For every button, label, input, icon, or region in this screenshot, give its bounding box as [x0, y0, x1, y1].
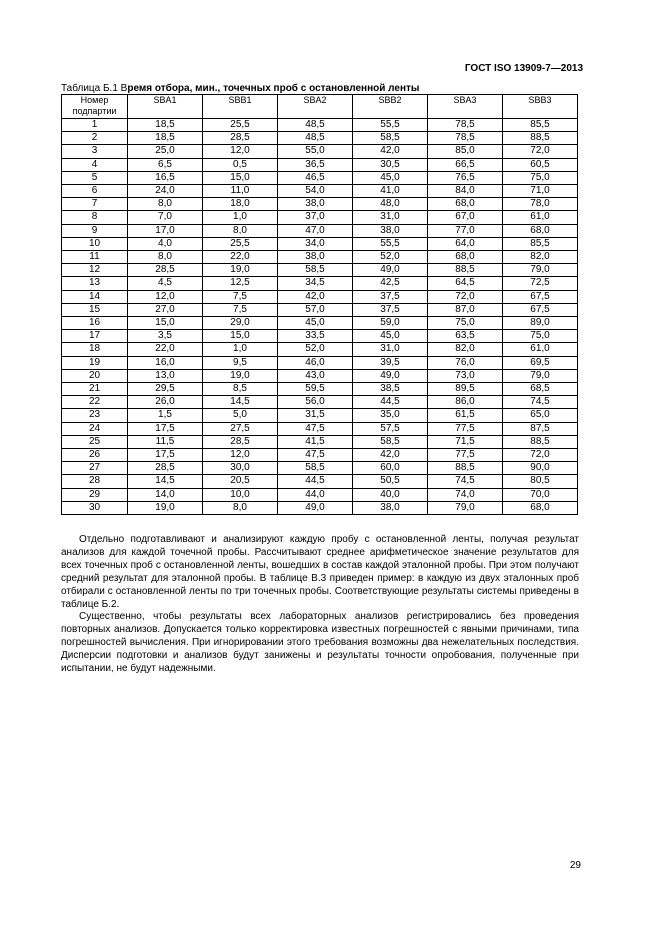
table-cell: 5 — [62, 171, 128, 184]
table-cell: 72,0 — [503, 449, 578, 462]
table-cell: 16 — [62, 317, 128, 330]
table-cell: 17,0 — [128, 224, 203, 237]
table-cell: 16,0 — [128, 356, 203, 369]
table-cell: 77,5 — [428, 422, 503, 435]
table-cell: 37,5 — [353, 303, 428, 316]
table-row — [62, 330, 578, 343]
table-cell: 5,0 — [203, 409, 278, 422]
table-cell: 67,5 — [503, 303, 578, 316]
table-row — [62, 145, 578, 158]
table-cell: 11,5 — [128, 435, 203, 448]
table-cell: 1,0 — [203, 343, 278, 356]
table-cell: 19 — [62, 356, 128, 369]
table-cell: 38,5 — [353, 383, 428, 396]
table-cell: 12 — [62, 264, 128, 277]
table-cell: 14,5 — [128, 475, 203, 488]
table-body — [62, 119, 578, 515]
table-cell: 45,0 — [278, 317, 353, 330]
table-cell: 25 — [62, 435, 128, 448]
table-cell: 71,0 — [503, 185, 578, 198]
table-cell: 67,0 — [428, 211, 503, 224]
table-cell: 20 — [62, 369, 128, 382]
table-cell: 25,0 — [128, 145, 203, 158]
table-cell: 79,0 — [503, 264, 578, 277]
table-cell: 57,5 — [353, 422, 428, 435]
table-row — [62, 119, 578, 132]
table-cell: 1 — [62, 119, 128, 132]
table-row — [62, 185, 578, 198]
table-cell: 54,0 — [278, 185, 353, 198]
table-cell: 84,0 — [428, 185, 503, 198]
table-cell: 64,0 — [428, 237, 503, 250]
table-cell: 46,0 — [278, 356, 353, 369]
table-cell: 47,5 — [278, 422, 353, 435]
table-cell: 9 — [62, 224, 128, 237]
table-cell: 19,0 — [203, 369, 278, 382]
table-cell: 14,0 — [128, 488, 203, 501]
table-cell: 26 — [62, 449, 128, 462]
table-cell: 85,5 — [503, 237, 578, 250]
table-cell: 4 — [62, 158, 128, 171]
table-cell: 48,0 — [353, 198, 428, 211]
table-row — [62, 488, 578, 501]
table-row — [62, 264, 578, 277]
table-cell: 7 — [62, 198, 128, 211]
table-cell: 8,5 — [203, 383, 278, 396]
table-cell: 73,0 — [428, 369, 503, 382]
table-cell: 52,0 — [278, 343, 353, 356]
table-cell: 49,0 — [353, 369, 428, 382]
table-cell: 78,0 — [503, 198, 578, 211]
table-cell: 85,5 — [503, 119, 578, 132]
table-cell: 48,5 — [278, 132, 353, 145]
table-caption-prefix: Таблица Б.1 В — [61, 83, 128, 94]
table-cell: 30,0 — [203, 462, 278, 475]
paragraph: Отдельно подготавливают и анализируют каждую пробу с остановленной ленты, получая результат анализов для каждой точечной пробы. Рассчитывают среднее арифметическое значение результатов для всех точечных проб с остановленной ленты, вошедших в состав каждой эталонной пробы. При этом получают средний результат для эталонной пробы. В таблице В.3 приведен пример: в каждую из двух эталонных проб отбирали с остановленной ленты по три точечных пробы. Соответствующие результаты системы приведены в таблице Б.2. — [61, 534, 579, 610]
table-cell: 57,0 — [278, 303, 353, 316]
table-cell: 23 — [62, 409, 128, 422]
header-cell: SBB3 — [503, 95, 578, 119]
table-cell: 16,5 — [128, 171, 203, 184]
table-cell: 34,5 — [278, 277, 353, 290]
table-row — [62, 317, 578, 330]
table-cell: 15,0 — [128, 317, 203, 330]
table-cell: 64,5 — [428, 277, 503, 290]
table-cell: 6,5 — [128, 158, 203, 171]
table-row — [62, 449, 578, 462]
table-cell: 88,5 — [428, 264, 503, 277]
document-header: ГОСТ ISO 13909-7—2013 — [464, 63, 583, 74]
table-cell: 18,5 — [128, 132, 203, 145]
table-cell: 30,5 — [353, 158, 428, 171]
header-cell: SBA3 — [428, 95, 503, 119]
table-row — [62, 369, 578, 382]
table-row — [62, 356, 578, 369]
table-cell: 47,5 — [278, 449, 353, 462]
table-cell: 8,0 — [203, 501, 278, 514]
table-cell: 17,5 — [128, 449, 203, 462]
table-cell: 27,5 — [203, 422, 278, 435]
header-cell: SBB2 — [353, 95, 428, 119]
table-cell: 31,0 — [353, 211, 428, 224]
table-cell: 8,0 — [128, 251, 203, 264]
table-cell: 61,0 — [503, 211, 578, 224]
table-row — [62, 132, 578, 145]
table-cell: 42,0 — [353, 145, 428, 158]
table-cell: 8,0 — [203, 224, 278, 237]
table-cell: 10,0 — [203, 488, 278, 501]
header-cell: SBA1 — [128, 95, 203, 119]
table-cell: 72,0 — [428, 290, 503, 303]
table-cell: 75,0 — [428, 317, 503, 330]
table-cell: 1,0 — [203, 211, 278, 224]
table-cell: 1,5 — [128, 409, 203, 422]
table-cell: 13 — [62, 277, 128, 290]
table-cell: 42,5 — [353, 277, 428, 290]
table-cell: 8 — [62, 211, 128, 224]
table-cell: 65,0 — [503, 409, 578, 422]
table-cell: 19,0 — [203, 264, 278, 277]
table-cell: 7,5 — [203, 303, 278, 316]
table-cell: 36,5 — [278, 158, 353, 171]
table-row — [62, 158, 578, 171]
table-cell: 59,0 — [353, 317, 428, 330]
table-cell: 31,5 — [278, 409, 353, 422]
table-cell: 69,5 — [503, 356, 578, 369]
table-cell: 28 — [62, 475, 128, 488]
table-cell: 58,5 — [353, 132, 428, 145]
table-cell: 61,5 — [428, 409, 503, 422]
table-cell: 59,5 — [278, 383, 353, 396]
table-cell: 3,5 — [128, 330, 203, 343]
table-cell: 39,5 — [353, 356, 428, 369]
table-row — [62, 435, 578, 448]
table-cell: 38,0 — [353, 501, 428, 514]
table-cell: 18,5 — [128, 119, 203, 132]
header-cell: Номер подпартии — [62, 95, 128, 119]
table-cell: 75,0 — [503, 330, 578, 343]
table-cell: 40,0 — [353, 488, 428, 501]
table-cell: 11,0 — [203, 185, 278, 198]
table-cell: 34,0 — [278, 237, 353, 250]
table-cell: 17 — [62, 330, 128, 343]
table-cell: 58,5 — [278, 462, 353, 475]
table-cell: 27 — [62, 462, 128, 475]
table-cell: 29 — [62, 488, 128, 501]
table-row — [62, 422, 578, 435]
table-cell: 21 — [62, 383, 128, 396]
table-cell: 82,0 — [503, 251, 578, 264]
table-cell: 89,0 — [503, 317, 578, 330]
table-cell: 28,5 — [203, 435, 278, 448]
table-cell: 3 — [62, 145, 128, 158]
sampling-time-table — [61, 94, 578, 515]
table-cell: 28,5 — [128, 264, 203, 277]
table-cell: 7,5 — [203, 290, 278, 303]
table-row — [62, 237, 578, 250]
table-cell: 41,5 — [278, 435, 353, 448]
table-cell: 79,0 — [428, 501, 503, 514]
paragraph: Существенно, чтобы результаты всех лабораторных анализов регистрировались без проведения повторных анализов. Допускается только корректировка известных погрешностей с явными причинами, типа погрешностей вычисления. При игнорировании этого требования возможны два нежелательных последствия. Дисперсии подготовки и анализов будут занижены и результаты точности опробования, полученные при испытании, не будут надежными. — [61, 611, 579, 674]
table-cell: 79,0 — [503, 369, 578, 382]
table-row — [62, 409, 578, 422]
table-cell: 66,5 — [428, 158, 503, 171]
table-cell: 75,0 — [503, 171, 578, 184]
table-cell: 46,5 — [278, 171, 353, 184]
table-cell: 24,0 — [128, 185, 203, 198]
table-cell: 14,5 — [203, 396, 278, 409]
table-cell: 30 — [62, 501, 128, 514]
table-cell: 4,0 — [128, 237, 203, 250]
table-cell: 25,5 — [203, 119, 278, 132]
table-cell: 49,0 — [278, 501, 353, 514]
table-cell: 45,0 — [353, 330, 428, 343]
table-cell: 47,0 — [278, 224, 353, 237]
table-cell: 44,5 — [353, 396, 428, 409]
table-cell: 20,5 — [203, 475, 278, 488]
table-cell: 29,0 — [203, 317, 278, 330]
table-cell: 60,0 — [353, 462, 428, 475]
table-cell: 6 — [62, 185, 128, 198]
table-cell: 22 — [62, 396, 128, 409]
table-cell: 74,5 — [428, 475, 503, 488]
table-row — [62, 396, 578, 409]
table-cell: 15,0 — [203, 171, 278, 184]
table-cell: 71,5 — [428, 435, 503, 448]
table-row — [62, 171, 578, 184]
table-cell: 45,0 — [353, 171, 428, 184]
table-cell: 42,0 — [353, 449, 428, 462]
table-row — [62, 251, 578, 264]
table-row — [62, 198, 578, 211]
table-cell: 72,0 — [503, 145, 578, 158]
table-cell: 19,0 — [128, 501, 203, 514]
table-cell: 33,5 — [278, 330, 353, 343]
table-cell: 88,5 — [503, 435, 578, 448]
table-cell: 35,0 — [353, 409, 428, 422]
table-cell: 7,0 — [128, 211, 203, 224]
table-cell: 76,5 — [428, 171, 503, 184]
table-cell: 58,5 — [353, 435, 428, 448]
table-cell: 90,0 — [503, 462, 578, 475]
table-cell: 76,0 — [428, 356, 503, 369]
table-row — [62, 224, 578, 237]
table-cell: 38,0 — [278, 251, 353, 264]
table-cell: 55,5 — [353, 237, 428, 250]
table-cell: 78,5 — [428, 132, 503, 145]
table-cell: 82,0 — [428, 343, 503, 356]
table-row — [62, 277, 578, 290]
table-row — [62, 343, 578, 356]
table-cell: 12,0 — [203, 145, 278, 158]
table-cell: 88,5 — [503, 132, 578, 145]
table-cell: 44,5 — [278, 475, 353, 488]
table-cell: 60,5 — [503, 158, 578, 171]
table-cell: 50,5 — [353, 475, 428, 488]
table-cell: 86,0 — [428, 396, 503, 409]
table-cell: 37,5 — [353, 290, 428, 303]
table-cell: 38,0 — [278, 198, 353, 211]
table-cell: 17,5 — [128, 422, 203, 435]
table-cell: 4,5 — [128, 277, 203, 290]
table-cell: 55,0 — [278, 145, 353, 158]
table-cell: 74,5 — [503, 396, 578, 409]
table-cell: 10 — [62, 237, 128, 250]
table-cell: 77,5 — [428, 449, 503, 462]
table-cell: 87,0 — [428, 303, 503, 316]
table-cell: 68,0 — [428, 198, 503, 211]
table-cell: 0,5 — [203, 158, 278, 171]
table-cell: 22,0 — [203, 251, 278, 264]
table-caption — [61, 83, 419, 94]
table-cell: 18 — [62, 343, 128, 356]
table-row — [62, 290, 578, 303]
table-row — [62, 303, 578, 316]
table-cell: 89,5 — [428, 383, 503, 396]
table-cell: 22,0 — [128, 343, 203, 356]
table-cell: 11 — [62, 251, 128, 264]
table-cell: 18,0 — [203, 198, 278, 211]
table-cell: 63,5 — [428, 330, 503, 343]
table-caption-title: ремя отбора, мин., точечных проб с остановленной ленты — [127, 83, 420, 94]
table-cell: 67,5 — [503, 290, 578, 303]
table-cell: 61,0 — [503, 343, 578, 356]
table-cell: 28,5 — [203, 132, 278, 145]
table-cell: 29,5 — [128, 383, 203, 396]
table-cell: 68,0 — [503, 501, 578, 514]
table-cell: 8,0 — [128, 198, 203, 211]
table-cell: 68,5 — [503, 383, 578, 396]
table-cell: 80,5 — [503, 475, 578, 488]
table-cell: 56,0 — [278, 396, 353, 409]
table-cell: 52,0 — [353, 251, 428, 264]
table-cell: 58,5 — [278, 264, 353, 277]
table-cell: 24 — [62, 422, 128, 435]
table-cell: 77,0 — [428, 224, 503, 237]
table-cell: 27,0 — [128, 303, 203, 316]
table-cell: 13,0 — [128, 369, 203, 382]
page-number: 29 — [569, 860, 581, 871]
table-cell: 9,5 — [203, 356, 278, 369]
table-cell: 55,5 — [353, 119, 428, 132]
table-cell: 68,0 — [503, 224, 578, 237]
table-cell: 12,5 — [203, 277, 278, 290]
table-cell: 31,0 — [353, 343, 428, 356]
table-cell: 41,0 — [353, 185, 428, 198]
table-cell: 48,5 — [278, 119, 353, 132]
table-cell: 2 — [62, 132, 128, 145]
table-cell: 38,0 — [353, 224, 428, 237]
table-row — [62, 462, 578, 475]
table-cell: 43,0 — [278, 369, 353, 382]
table-cell: 26,0 — [128, 396, 203, 409]
table-cell: 15,0 — [203, 330, 278, 343]
header-cell: SBA2 — [278, 95, 353, 119]
table-cell: 14 — [62, 290, 128, 303]
table-row — [62, 501, 578, 514]
table-cell: 12,0 — [203, 449, 278, 462]
table-row — [62, 383, 578, 396]
header-cell: SBB1 — [203, 95, 278, 119]
table-cell: 37,0 — [278, 211, 353, 224]
table-cell: 25,5 — [203, 237, 278, 250]
table-cell: 12,0 — [128, 290, 203, 303]
table-row — [62, 475, 578, 488]
table-row — [62, 211, 578, 224]
table-cell: 87,5 — [503, 422, 578, 435]
table-cell: 44,0 — [278, 488, 353, 501]
table-cell: 49,0 — [353, 264, 428, 277]
table-cell: 70,0 — [503, 488, 578, 501]
table-header-row — [62, 95, 578, 119]
table-cell: 74,0 — [428, 488, 503, 501]
table-cell: 15 — [62, 303, 128, 316]
table-cell: 88,5 — [428, 462, 503, 475]
table-cell: 68,0 — [428, 251, 503, 264]
table-cell: 85,0 — [428, 145, 503, 158]
table-cell: 78,5 — [428, 119, 503, 132]
table-cell: 42,0 — [278, 290, 353, 303]
table-cell: 72,5 — [503, 277, 578, 290]
table-cell: 28,5 — [128, 462, 203, 475]
